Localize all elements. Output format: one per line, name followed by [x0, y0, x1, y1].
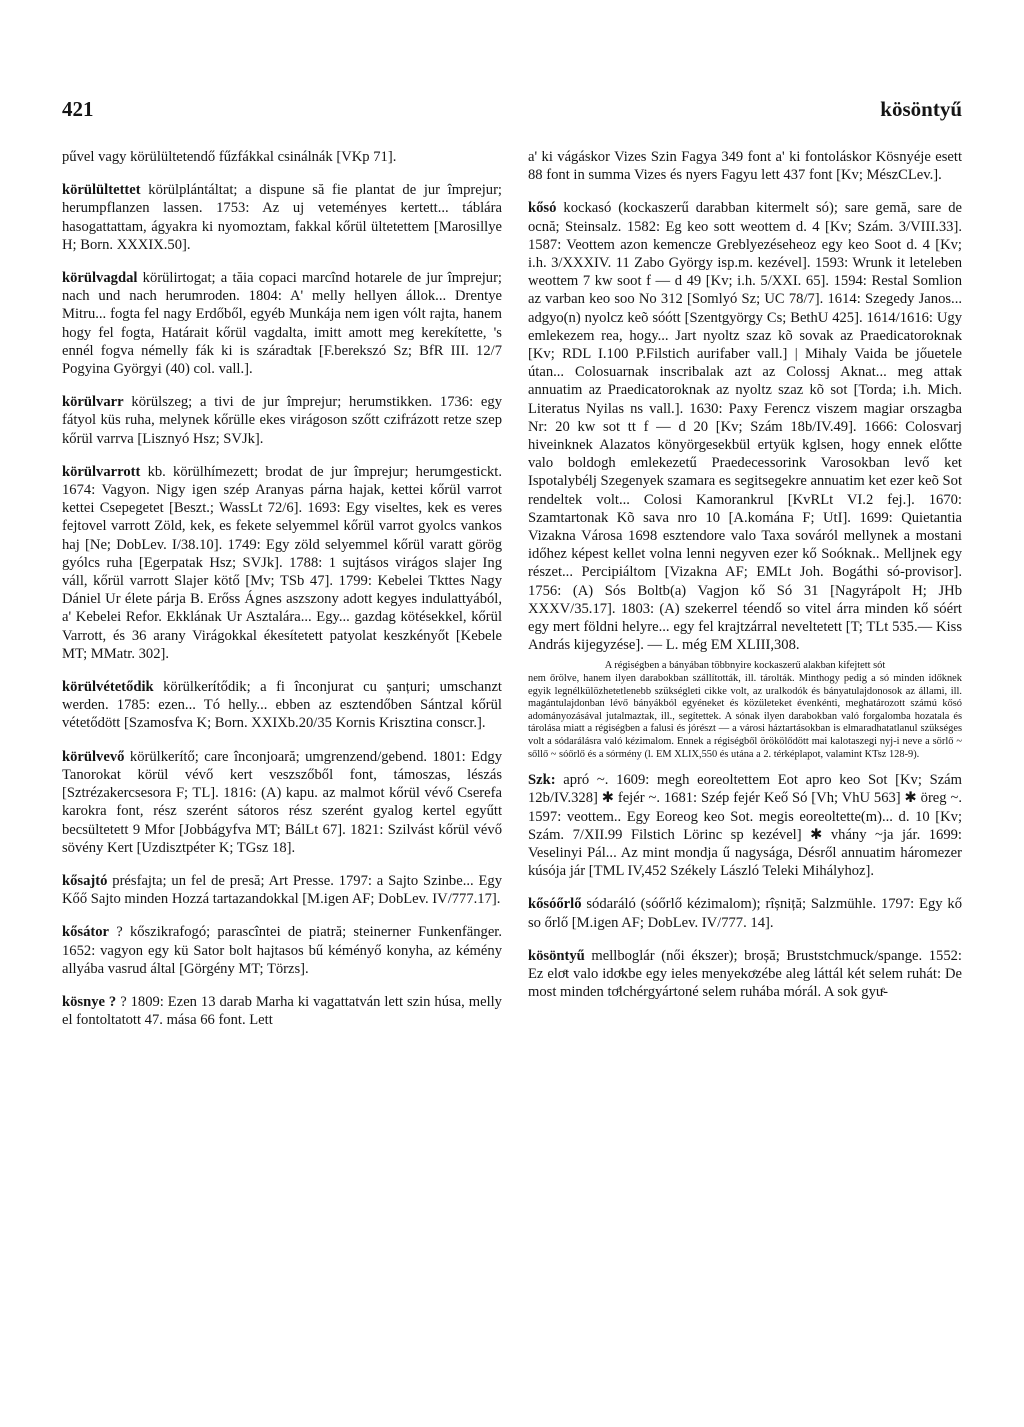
- entry-szk: [528, 771, 962, 880]
- entry-korulvagdal: [62, 269, 502, 378]
- headword: körülvagdal: [62, 270, 138, 287]
- headword: kősátor: [62, 924, 110, 941]
- entry-korulvarrott: [62, 463, 502, 663]
- entry-text: körülkerítő; care înconjoară; umgrenzend/gebend. 1801: Edgy Tanorokat körül vévő kert veszszőből font, támoszas, lészás [Sztrézakercsesora F; TL]. 1816: (A) kapu. az malmot kőrül vévő Cserefa karokra font, rész szerént sátoros rész szerént gyalog kertel egyűtt becsültetett 9 Mfor [Jobbágyfva MT; BálLt 67]. 1821: Szilvást kőrül vévő sövény Kert [Uzdisztpéter K; TGsz 18].: [62, 748, 502, 856]
- footnote-body: nem őrölve, hanem ilyen darabokban szállították, ill. tárolták. Minthogy pedig a só minden időknek egyik legnélkülözhetetlenebb szükségleti cikke volt, az uralkodók és bányatulajdonosok az állami, ill. magántulajdonban lévő bányákból egyéneket és közületeket évenkénti, meghatározott számú kősó adományozásával jutalmaztak, ill., segítettek. A sónak ilyen darabokban való forgalomba hozatala és tárolása miatt a régiségben a falusi és jórészt — a városi háztartásokban is elmaradhatatlanul szükséges volt a sódarálásra való kézimalom. Ennek a régiségből örökölődött mai kalotaszegi nyj-i neve a sörlő ~ sőllő ~ sóőrlő és a sórmény (l. EM XLIX,550 és utána a 2. térképlapot, valamint KTsz 128-9).: [528, 673, 962, 760]
- entry-text: kb. körülhímezett; brodat de jur împrejur; herumgestickt. 1674: Vagyon. Nigy igen szép Aranyas párna hajak, kettei kőrül varrot kettei Csepegetet [Beszt.; WassLt 72/6]. 1693: Egy viseltes, kek es veres fejtovel varrott Zöld, kek, es fekete selyemmel kőrül varrot gyolcs vankos haj [Ne; DobLev. I/38.10]. 1749: Egy zöld selyemmel kőrül varatt görög gyólcs ruha [Egerpatak Hsz; SVJk]. 1788: 1 sujtásos virágos slajer Ing váll, kőrül varrott Slajer kötő [Mv; TSb 47]. 1799: Kebelei Tkttes Nagy Dániel Ur élete párja B. Erőss Ágnes aszszony adott kegyes indulattyából, a' Kebelei Refor. Ekklának Ur Asztalára... Egy... gazdag kötésekkel, kőrül Varrott, és 36 arany Virágokkal ékesítetett patyolat keszkényőt [Kebele MT; MMatr. 302].: [62, 463, 502, 662]
- entry-text: körülplántáltat; a dispune să fie plantat de jur împrejur; herumpflanzen lassen. 1753: Az uj veteményes kertett... táblára hasogattattam, ágyakra ki nyomoztam, fakkal kőrül ültetettem [Marosillye H; Born. XXXIX.50].: [62, 182, 502, 253]
- entry-text: présfajta; un fel de presă; Art Presse. 1797: a Sajto Szinbe... Egy Kőő Sajto minden Hozzá tartazandokkal [M.igen AF; DobLev. IV/777.17].: [62, 872, 502, 908]
- headword: kösöntyű: [528, 947, 585, 964]
- left-column: [62, 148, 502, 1035]
- headword: kősóőrlő: [528, 896, 582, 913]
- entry-kosnye: [62, 993, 502, 1029]
- headword: körülvevő: [62, 748, 125, 765]
- headword: kösnye ?: [62, 993, 117, 1010]
- entry-text: kockasó (kockaszerű darabban kitermelt só); sare gemă, sare de ocnă; Steinsalz. 1582: Eg keo sott weottem d. 4 [Kv; Szám. 3/VIII.33]. 1587: Veottem azon kemencze Greblyezéseheoz egy keo Soot d. 4 [Kv; i.h. 3/XXXIV. 11 Zabo György isp.m. kezével]. 1593: Wrunk it leteleben weottem 7 kw soot f — d 49 [Kv; i.h. 5/XXI. 65]. 1594: Restal Somlion az varban keo soo No 312 [Somlyó Sz; UC 78/7]. 1614: Szegedy Janos... adgyo(n) nyolcz keõ sóótt [Szentgyörgy Cs; BethU 425]. 1614/1616: Ugy emlekezem rea, hogy... Jart nyoltz szaz kõ sovak az Praedicatoroknak [Kv; RDL I.100 P.Filstich aurifaber vall.] | Mihaly Vaida be jőuetele útan... Colosuarnak inscribalak azt az Colossj Aknat... meg attak annuatim az Praedicatoroknak az nyoltz szaz kõ sot [Torda; i.h. Mich. Literatus Nyilas ns vall.]. 1630: Paxy Ferencz viszem magiar orszagba Nr: 20 kw sot tt f — d 20 [Kv; Szám 18b/IV.49]. 1666: Colosvarj hiveinknek Alazatos könyörgesekbül ertyük kglsen, hogy ennek előtte valo boldogh emlekezetű Praedecessorink Varosokban levő ket Ispotalybélj Szegenyek szamara es segitsegekre annuatim ket ezer keõ Sot rendeltek volt... Colosi Kamorankrul [KvRLt VI.2 fej.]. 1670: Szamtartonak Kõ sava nro 10 [A.komána F; UtI]. 1699: Quietantia Vizakna Városa 1698 esztendore valo Taxa sováról mellynek a mostani időhez képest kellet volna lenni negyven ezer kő Soóknak.. Melljnek egy részet... Percipiáltom [Vizakna AF; EMLt Joh. Bogáthi só-provisor]. 1756: (A) Sós Boltb(a) Vagjon kő Só 31 [Nagyrápolt H; JHb XXXV/35.17]. 1803: (A) szekerrel téendő so vitel árra minden kő sóért egy mert földni helyre... egy fel krajtzárral neveltetett [T; TLt 535.— Kiss András kijegyzése]. — L. még EM XLIII,308.: [528, 200, 963, 654]
- entry-kosator: [62, 923, 502, 978]
- entry-text: körülszeg; a tivi de jur împrejur; herumstikken. 1736: egy fátyol küs ruha, melynek kőrülle ekes virágoson szőtt czifrázott retze szep kőrül varrva [Lisznyó Hsz; SVJk].: [62, 394, 503, 447]
- footnote: [528, 660, 962, 761]
- entry-text: ? kőszikrafogó; parascîntei de piatră; steinerner Funkenfänger. 1652: vagyon egy kü Sator bolt hajtasos bű kéményő konyha, az kémény allyába vasrud által [Görgény MT; Törzs].: [62, 924, 503, 977]
- entry-korulvarr: [62, 393, 502, 448]
- entry-text: pűvel vagy körülültetendő fűzfákkal csinálnák [VKp 71].: [62, 149, 397, 165]
- headword: körülvarr: [62, 394, 124, 411]
- headword: körülvarrott: [62, 463, 141, 480]
- entry-kosontyu: [528, 947, 962, 1002]
- entry-kosoorlo: [528, 895, 962, 931]
- page-number: 421: [62, 97, 94, 121]
- entry-text: a' ki vágáskor Vizes Szin Fagya 349 font a' ki fontoláskor Kösnyéje esett 88 font in summa Vizes és nyers Fagyu lett 437 font [Kv; MészCLev.].: [528, 149, 962, 184]
- headword: Szk:: [528, 772, 556, 789]
- entry-text: sódaráló (sóőrlő kézimalom); rîșniță; Salzmühle. 1797: Egy kő so őrlő [M.igen AF; DobLev. IV/777. 14].: [528, 896, 962, 931]
- entry-text: apró ~. 1609: megh eoreoltettem Eot apro keo Sot [Kv; Szám 12b/IV.328] ✱ fejér ~. 1681: Szép fejér Keő Só [Vh; VhU 563] ✱ öreg ~. 1597: veottem.. Egy Eoreog keo Sot. megis eoreoltette(m)... d. 10 [Kv; Szám. 7/XII.99 Filstich Lörinc sp kezével] ✱ vhány ~ja jár. 1699: Veselinyi Pál... Az mint mondja ű nagysága, Désről annuatim háromezer kúsója jár [TML IV,452 Székely László Teleki Mihályhoz].: [528, 772, 963, 880]
- entry-korulvevo: [62, 748, 502, 857]
- headword: körülültettet: [62, 182, 141, 199]
- entry-korulvetetodik: [62, 678, 502, 733]
- page-header: [62, 97, 962, 127]
- headword: kősó: [528, 200, 557, 217]
- entry-text: mellboglár (női ékszer); broșă; Bruststchmuck/spange. 1552: Ez eloͤt valo idoͤkbe egy ieles menyekoͤzébe aleg láttál két selem ruhát: De most minden toͤlchérgyártoné selem ruhába mórál. A sok gyuͤ-: [528, 947, 962, 1001]
- entry-kosajto: [62, 872, 502, 908]
- headword: kősajtó: [62, 872, 108, 889]
- entry-continuation: [528, 148, 962, 184]
- right-column: [528, 148, 962, 1007]
- entry-continuation: [62, 148, 502, 166]
- running-head: kösöntyű: [880, 97, 962, 121]
- entry-text: körülkerítődik; a fi înconjurat cu șanțuri; umschanzt werden. 1785: ezen... Tó helly... ebben az esztendőben Sántzal kőrül vétetődött [Szamosfva K; Born. XXIXb.20/35 Kornis Krisztina conscr.].: [62, 679, 502, 732]
- headword: körülvétetődik: [62, 679, 154, 696]
- footnote-first-line: A régiségben a bányában többnyire kockaszerű alakban kifejtett sót: [604, 660, 886, 672]
- entry-text: körülirtogat; a tăia copaci marcînd hotarele de jur împrejur; nach und nach herumroden. 1804: A' melly hellyen állok... Drentye Mitru... fogta fel nagy Erdőből, egyéb Munkája nem igen vólt rajta, hanem hogy fel fogta, Határait kőrül vagdalta, imitt amott meg kerekítette, 's ennél fogva némelly fák ki is száradtak [F.berekszó Sz; BfR III. 12/7 Pogyina Györgyi (40) col. vall.].: [62, 270, 502, 378]
- entry-korulultettet: [62, 181, 502, 254]
- entry-text: ? 1809: Ezen 13 darab Marha ki vagattatván lett szin húsa, melly el fontoltatott 47. mása 66 font. Lett: [62, 993, 502, 1029]
- entry-koso: [528, 199, 962, 654]
